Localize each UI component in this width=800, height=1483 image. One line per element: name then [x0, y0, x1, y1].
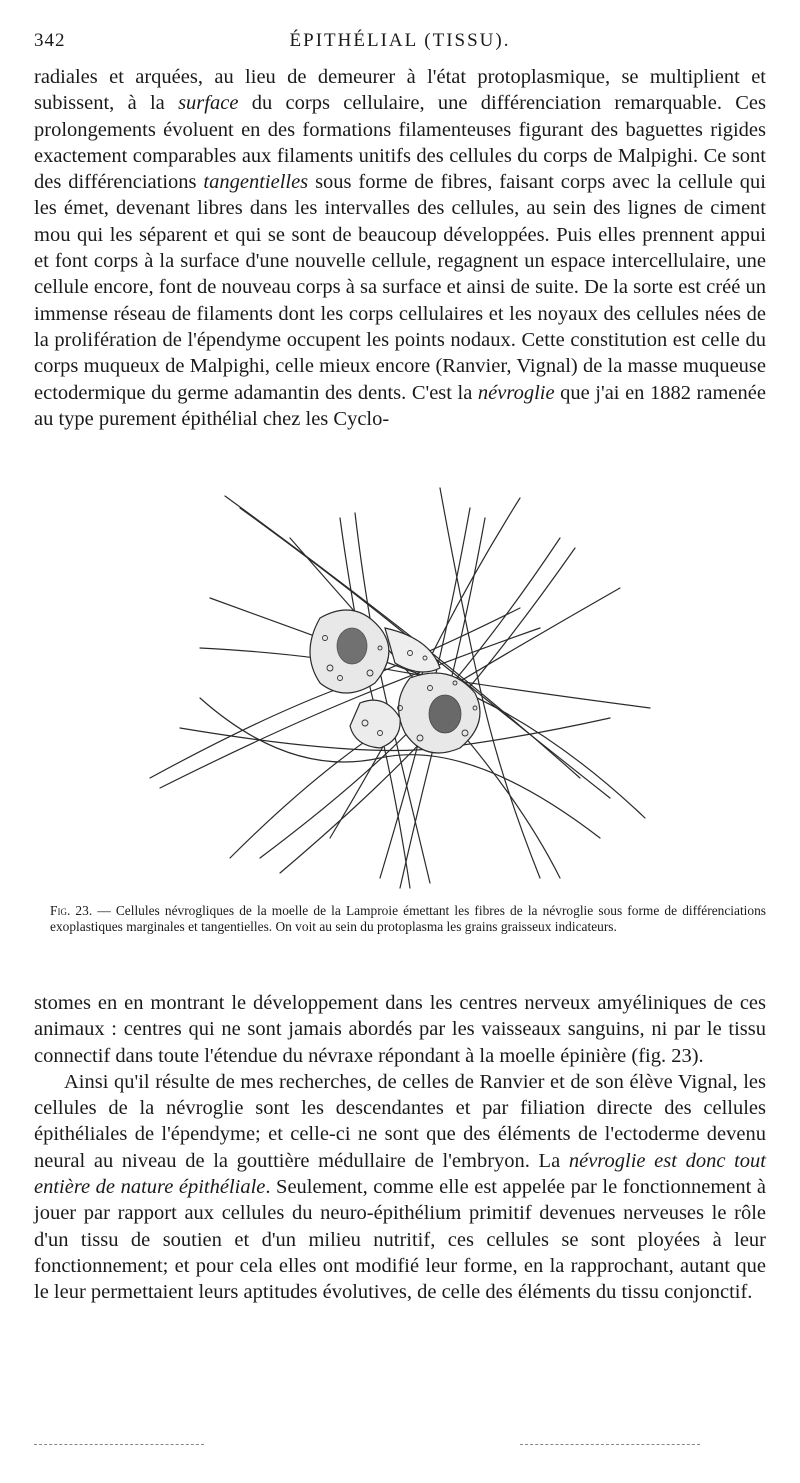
- figure-label: Fig. 23.: [50, 903, 93, 918]
- caption-text: — Cellules névrogliques de la moelle de la Lamproie émettant les fibres de la névroglie sous forme de différenciations exoplastiques marginales et tangentielles. On voit au sein du protoplasma les grains graisseux indicateurs.: [50, 903, 766, 935]
- figure-caption: [50, 903, 766, 936]
- paragraph-1: radiales et arquées, au lieu de demeurer à l'état protoplasmique, se multiplient et subissent, à la surface du corps cellulaire, une différenciation remarquable. Ces prolongements évoluent en des formations filamenteuses figurant des baguettes rigides exactement comparables aux filaments unitifs des cellules du corps de Malpighi. Ce sont des différenciations tangentielles sous forme de fibres, faisant corps avec la cellule qui les émet, devenant libres dans les intervalles des cellules, au sein des lignes de ciment mou qui les séparent et qui se sont de beaucoup développées. Puis elles prennent appui et font corps à la surface d'une nouvelle cellule, regagnent un espace intercellulaire, une cellule encore, font de nouveau corps à sa surface et ainsi de suite. De la sorte est créé un immense réseau de filaments dont les corps cellulaires et les noyaux des cellules nées de la prolifération de l'épendyme occupent les points nodaux. Cette constitution est celle du corps muqueux de Malpighi, celle mieux encore (Ranvier, Vignal) de la masse muqueuse ectodermique du germe adamantin des dents. C'est la névroglie que j'ai en 1882 ramenée au type purement épithélial chez les Cyclo-: [34, 66, 766, 430]
- paragraph-3: Ainsi qu'il résulte de mes recherches, de celles de Ranvier et de son élève Vignal, les cellules de la névroglie sont les descendantes et par filiation directe des cellules épithéliales de l'épendyme; et celle-ci ne sont que des éléments de l'ectoderme devenu neural au niveau de la gouttière médullaire de l'embryon. La névroglie est donc tout entière de nature épithéliale. Seulement, comme elle est appelée par le fonctionnement à jouer par rapport aux cellules du neuro-épithélium primitif devenues nerveuses le rôle d'un tissu de soutien et d'un milieu nutritif, ces cellules se sont ployées à leur fonctionnement; et pour cela elles ont modifié leur forme, en la rapprochant, autant que le leur permettaient leurs aptitudes évolutives, de celle des éléments du tissu conjonctif.: [34, 1070, 766, 1304]
- emphasis-nevroglie-nature: névroglie est donc tout entière de nature épithéliale: [34, 1149, 766, 1199]
- emphasis-nevroglie: névroglie: [477, 381, 555, 404]
- text-block-bottom: [34, 990, 766, 1306]
- figure-neuroglia-cells: [140, 478, 660, 898]
- running-title: ÉPITHÉLIAL (TISSU).: [289, 30, 511, 51]
- emphasis-tangentielles: tangentielles: [203, 171, 309, 194]
- footer-rule-right: [520, 1444, 700, 1445]
- running-head: [34, 30, 766, 58]
- page-number: 342: [34, 30, 66, 51]
- paragraph-2: stomes en en montrant le développement dans les centres nerveux amyéliniques de ces animaux : centres qui ne sont jamais abordés par les vaisseaux sanguins, ni par le tissu connectif dans toute l'étendue du névraxe répondant à la moelle épinière (fig. 23).: [34, 992, 766, 1067]
- footer-rule-left: [34, 1444, 204, 1445]
- text-block-top: [34, 64, 766, 432]
- emphasis-surface: surface: [178, 92, 239, 115]
